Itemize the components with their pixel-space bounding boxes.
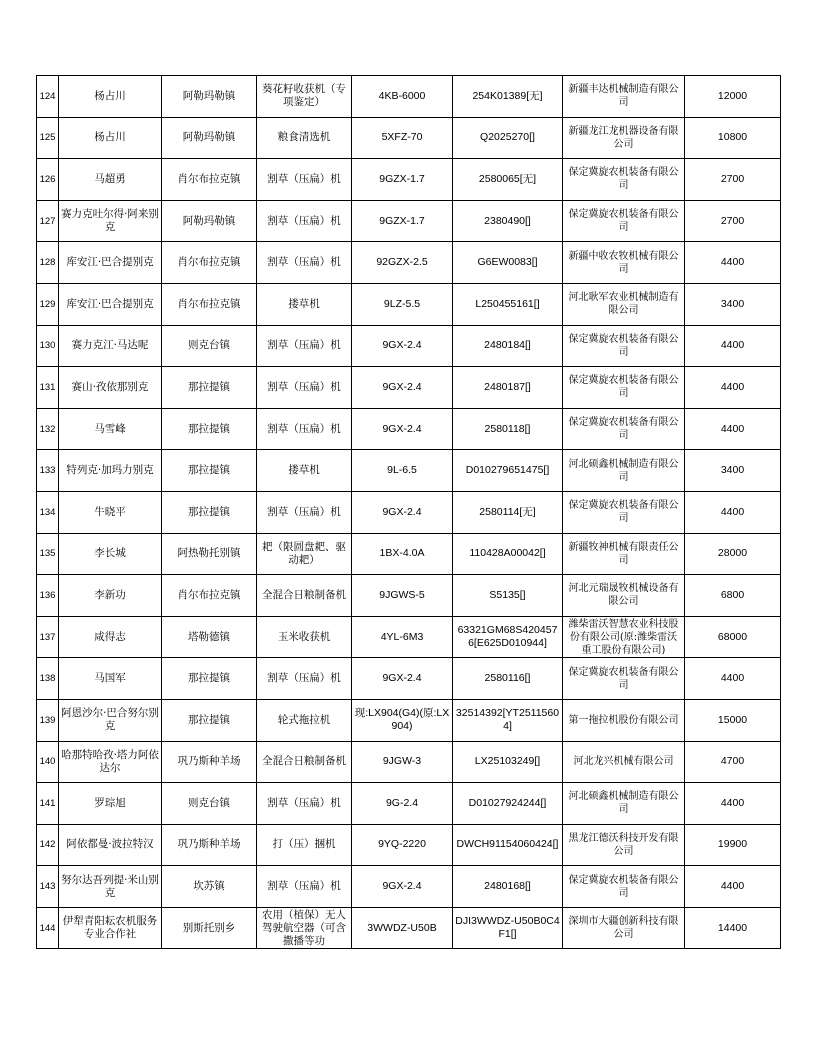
serial-number: 2380490[] <box>453 200 563 242</box>
machine-type: 轮式拖拉机 <box>257 699 352 741</box>
township: 巩乃斯种羊场 <box>162 824 257 866</box>
recipient-name: 努尔达吾列提·米山别克 <box>59 866 162 908</box>
table-row <box>37 616 781 658</box>
row-number: 128 <box>37 242 59 284</box>
recipient-name: 库安江·巴合提别克 <box>59 242 162 284</box>
manufacturer: 河北硕鑫机械制造有限公司 <box>563 450 685 492</box>
machine-model: 9JGW-3 <box>352 741 453 783</box>
machine-type: 搂草机 <box>257 450 352 492</box>
serial-number: G6EW0083[] <box>453 242 563 284</box>
row-number: 129 <box>37 283 59 325</box>
manufacturer: 保定冀旋农机装备有限公司 <box>563 325 685 367</box>
recipient-name: 阿依都曼·波拉特汉 <box>59 824 162 866</box>
machine-model: 3WWDZ-U50B <box>352 907 453 949</box>
table-row <box>37 866 781 908</box>
row-number: 139 <box>37 699 59 741</box>
machine-model: 9JGWS-5 <box>352 575 453 617</box>
machine-model: 9GX-2.4 <box>352 325 453 367</box>
township: 肖尔布拉克镇 <box>162 575 257 617</box>
machine-model: 9GZX-1.7 <box>352 200 453 242</box>
row-number: 133 <box>37 450 59 492</box>
township: 阿勒玛勒镇 <box>162 76 257 118</box>
manufacturer: 新疆龙江龙机器设备有限公司 <box>563 117 685 159</box>
manufacturer: 保定冀旋农机装备有限公司 <box>563 866 685 908</box>
serial-number: 2580065[无] <box>453 159 563 201</box>
manufacturer: 河北耿军农业机械制造有限公司 <box>563 283 685 325</box>
subsidy-amount: 2700 <box>685 200 781 242</box>
recipient-name: 杨占川 <box>59 117 162 159</box>
row-number: 136 <box>37 575 59 617</box>
subsidy-amount: 4400 <box>685 367 781 409</box>
recipient-name: 李新功 <box>59 575 162 617</box>
table-row <box>37 824 781 866</box>
serial-number: 32514392[YT25115604] <box>453 699 563 741</box>
manufacturer: 深圳市大疆创新科技有限公司 <box>563 907 685 949</box>
recipient-name: 赛力克江·马达呢 <box>59 325 162 367</box>
serial-number: DWCH91154060424[] <box>453 824 563 866</box>
recipient-name: 罗琮旭 <box>59 783 162 825</box>
row-number: 127 <box>37 200 59 242</box>
serial-number: Q2025270[] <box>453 117 563 159</box>
serial-number: 63321GM68S4204576[E625D010944] <box>453 616 563 658</box>
township: 阿勒玛勒镇 <box>162 200 257 242</box>
serial-number: 2480184[] <box>453 325 563 367</box>
subsidy-amount: 4400 <box>685 408 781 450</box>
subsidy-amount: 68000 <box>685 616 781 658</box>
manufacturer: 保定冀旋农机装备有限公司 <box>563 491 685 533</box>
machine-type: 割草（压扁）机 <box>257 159 352 201</box>
subsidy-amount: 4400 <box>685 866 781 908</box>
machine-type: 全混合日粮制备机 <box>257 741 352 783</box>
subsidy-amount: 6800 <box>685 575 781 617</box>
subsidy-amount: 15000 <box>685 699 781 741</box>
subsidy-amount: 28000 <box>685 533 781 575</box>
row-number: 131 <box>37 367 59 409</box>
manufacturer: 新疆丰达机械制造有限公司 <box>563 76 685 118</box>
recipient-name: 马国军 <box>59 658 162 700</box>
township: 肖尔布拉克镇 <box>162 283 257 325</box>
subsidy-amount: 3400 <box>685 450 781 492</box>
machine-model: 9GZX-1.7 <box>352 159 453 201</box>
machine-type: 全混合日粮制备机 <box>257 575 352 617</box>
subsidy-amount: 3400 <box>685 283 781 325</box>
table-row <box>37 159 781 201</box>
machine-model: 现:LX904(G4)(原:LX904) <box>352 699 453 741</box>
recipient-name: 李长城 <box>59 533 162 575</box>
manufacturer: 黑龙江德沃科技开发有限公司 <box>563 824 685 866</box>
table-row <box>37 242 781 284</box>
row-number: 144 <box>37 907 59 949</box>
table-row <box>37 117 781 159</box>
machine-type: 农用（植保）无人驾驶航空器（可含撒播等功 <box>257 907 352 949</box>
township: 坎苏镇 <box>162 866 257 908</box>
table-body <box>37 76 781 949</box>
machine-model: 1BX-4.0A <box>352 533 453 575</box>
manufacturer: 保定冀旋农机装备有限公司 <box>563 367 685 409</box>
recipient-name: 阿恩沙尔·巴合努尔别克 <box>59 699 162 741</box>
machine-model: 9LZ-5.5 <box>352 283 453 325</box>
township: 那拉提镇 <box>162 408 257 450</box>
serial-number: 2580116[] <box>453 658 563 700</box>
table-row <box>37 741 781 783</box>
machine-type: 割草（压扁）机 <box>257 200 352 242</box>
machine-model: 9GX-2.4 <box>352 491 453 533</box>
machine-model: 9L-6.5 <box>352 450 453 492</box>
township: 肖尔布拉克镇 <box>162 159 257 201</box>
manufacturer: 保定冀旋农机装备有限公司 <box>563 658 685 700</box>
table-row <box>37 200 781 242</box>
recipient-name: 赛山·孜依那别克 <box>59 367 162 409</box>
subsidy-amount: 2700 <box>685 159 781 201</box>
table-row <box>37 699 781 741</box>
serial-number: LX25103249[] <box>453 741 563 783</box>
machine-type: 割草（压扁）机 <box>257 325 352 367</box>
serial-number: D010279651475[] <box>453 450 563 492</box>
township: 阿热勒托别镇 <box>162 533 257 575</box>
machine-type: 割草（压扁）机 <box>257 367 352 409</box>
machine-type: 割草（压扁）机 <box>257 658 352 700</box>
row-number: 142 <box>37 824 59 866</box>
township: 那拉提镇 <box>162 491 257 533</box>
township: 肖尔布拉克镇 <box>162 242 257 284</box>
township: 那拉提镇 <box>162 450 257 492</box>
table-row <box>37 658 781 700</box>
subsidy-amount: 10800 <box>685 117 781 159</box>
serial-number: S5135[] <box>453 575 563 617</box>
township: 则克台镇 <box>162 783 257 825</box>
table-row <box>37 325 781 367</box>
table-row <box>37 783 781 825</box>
serial-number: 2480187[] <box>453 367 563 409</box>
manufacturer: 潍柴雷沃智慧农业科技股份有限公司(原:潍柴雷沃重工股份有限公司) <box>563 616 685 658</box>
row-number: 140 <box>37 741 59 783</box>
subsidy-amount: 4400 <box>685 658 781 700</box>
machine-model: 4YL-6M3 <box>352 616 453 658</box>
machine-type: 割草（压扁）机 <box>257 866 352 908</box>
machine-model: 9YQ-2220 <box>352 824 453 866</box>
row-number: 132 <box>37 408 59 450</box>
subsidy-amount: 19900 <box>685 824 781 866</box>
machine-model: 9GX-2.4 <box>352 367 453 409</box>
machine-type: 割草（压扁）机 <box>257 783 352 825</box>
subsidy-amount: 4400 <box>685 783 781 825</box>
recipient-name: 伊犁青阳耘农机服务专业合作社 <box>59 907 162 949</box>
machine-type: 粮食清选机 <box>257 117 352 159</box>
machine-type: 打（压）捆机 <box>257 824 352 866</box>
manufacturer: 保定冀旋农机装备有限公司 <box>563 200 685 242</box>
machine-type: 搂草机 <box>257 283 352 325</box>
recipient-name: 马超勇 <box>59 159 162 201</box>
serial-number: 2480168[] <box>453 866 563 908</box>
table-row <box>37 533 781 575</box>
serial-number: 254K01389[无] <box>453 76 563 118</box>
serial-number: 2580114[无] <box>453 491 563 533</box>
machine-model: 4KB-6000 <box>352 76 453 118</box>
machine-type: 割草（压扁）机 <box>257 491 352 533</box>
recipient-name: 哈那特哈孜·塔力阿依达尔 <box>59 741 162 783</box>
machine-type: 割草（压扁）机 <box>257 242 352 284</box>
manufacturer: 河北龙兴机械有限公司 <box>563 741 685 783</box>
recipient-name: 牛晓平 <box>59 491 162 533</box>
machine-model: 9GX-2.4 <box>352 866 453 908</box>
manufacturer: 第一拖拉机股份有限公司 <box>563 699 685 741</box>
subsidy-amount: 4400 <box>685 242 781 284</box>
row-number: 126 <box>37 159 59 201</box>
table-row <box>37 283 781 325</box>
row-number: 143 <box>37 866 59 908</box>
table-row <box>37 450 781 492</box>
row-number: 137 <box>37 616 59 658</box>
table-row <box>37 367 781 409</box>
row-number: 135 <box>37 533 59 575</box>
machine-type: 割草（压扁）机 <box>257 408 352 450</box>
manufacturer: 新疆牧神机械有限责任公司 <box>563 533 685 575</box>
machine-model: 92GZX-2.5 <box>352 242 453 284</box>
row-number: 124 <box>37 76 59 118</box>
table-row <box>37 907 781 949</box>
recipient-name: 特列克·加玛力别克 <box>59 450 162 492</box>
table-row <box>37 575 781 617</box>
township: 阿勒玛勒镇 <box>162 117 257 159</box>
subsidy-amount: 4400 <box>685 491 781 533</box>
manufacturer: 保定冀旋农机装备有限公司 <box>563 159 685 201</box>
township: 那拉提镇 <box>162 658 257 700</box>
serial-number: D01027924244[] <box>453 783 563 825</box>
township: 则克台镇 <box>162 325 257 367</box>
subsidy-amount: 4700 <box>685 741 781 783</box>
subsidy-table <box>36 75 781 949</box>
manufacturer: 新疆中收农牧机械有限公司 <box>563 242 685 284</box>
machine-type: 葵花籽收获机（专项鉴定） <box>257 76 352 118</box>
serial-number: DJI3WWDZ-U50B0C4F1[] <box>453 907 563 949</box>
table-row <box>37 491 781 533</box>
machine-model: 5XFZ-70 <box>352 117 453 159</box>
serial-number: 2580118[] <box>453 408 563 450</box>
manufacturer: 保定冀旋农机装备有限公司 <box>563 408 685 450</box>
township: 那拉提镇 <box>162 367 257 409</box>
recipient-name: 库安江·巴合提别克 <box>59 283 162 325</box>
township: 巩乃斯种羊场 <box>162 741 257 783</box>
row-number: 134 <box>37 491 59 533</box>
serial-number: 110428A00042[] <box>453 533 563 575</box>
machine-type: 玉米收获机 <box>257 616 352 658</box>
machine-type: 耙（限圆盘耙、驱动耙） <box>257 533 352 575</box>
table-row <box>37 76 781 118</box>
subsidy-amount: 4400 <box>685 325 781 367</box>
machine-model: 9G-2.4 <box>352 783 453 825</box>
serial-number: L250455161[] <box>453 283 563 325</box>
row-number: 138 <box>37 658 59 700</box>
manufacturer: 河北硕鑫机械制造有限公司 <box>563 783 685 825</box>
recipient-name: 杨占川 <box>59 76 162 118</box>
subsidy-amount: 12000 <box>685 76 781 118</box>
manufacturer: 河北元瑞晟牧机械设备有限公司 <box>563 575 685 617</box>
township: 别斯托别乡 <box>162 907 257 949</box>
table-row <box>37 408 781 450</box>
machine-model: 9GX-2.4 <box>352 658 453 700</box>
subsidy-amount: 14400 <box>685 907 781 949</box>
recipient-name: 赛力克吐尔得·阿来别克 <box>59 200 162 242</box>
machine-model: 9GX-2.4 <box>352 408 453 450</box>
recipient-name: 咸得志 <box>59 616 162 658</box>
row-number: 125 <box>37 117 59 159</box>
township: 塔勒德镇 <box>162 616 257 658</box>
recipient-name: 马雪峰 <box>59 408 162 450</box>
row-number: 141 <box>37 783 59 825</box>
row-number: 130 <box>37 325 59 367</box>
township: 那拉提镇 <box>162 699 257 741</box>
